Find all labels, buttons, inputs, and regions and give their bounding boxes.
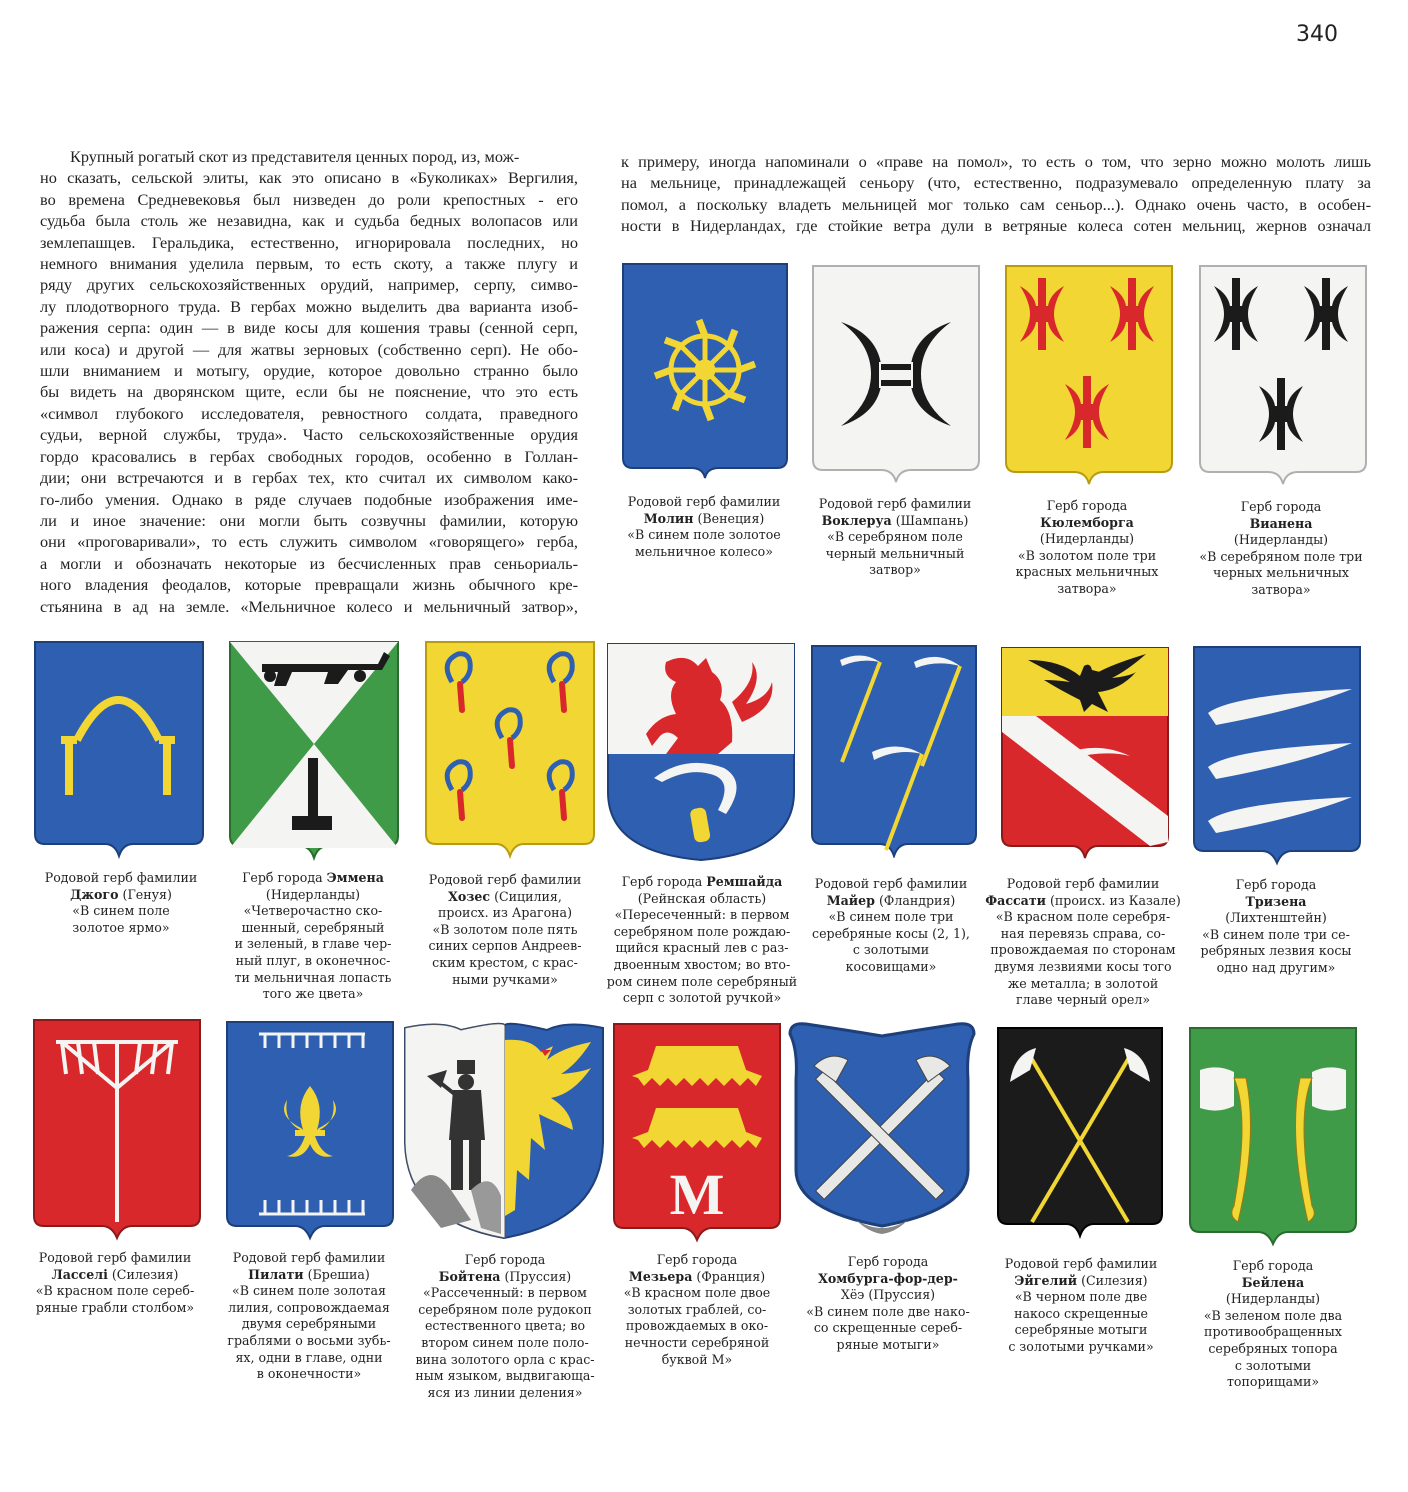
caption-pilati: Родовой герб фамилии Пилати (Брешиа) «В синем поле золотая лилия, сопровождаемая двумя серебряными граблями о восьми зубь- ях, одни в главе, одни в оконечности» <box>227 1250 391 1382</box>
text-line: во времена Средневековья был низведен до роли крепостных - его <box>40 189 578 209</box>
text-line: немного внимания уделила первым, то есть скоту, а также плугу и <box>40 254 578 274</box>
caption-mayer: Родовой герб фамилии Майер (Фландрия) «В синем поле три серебряные косы (2, 1), с золотыми косовищами» <box>812 876 970 974</box>
coat-of-arms-pilati <box>225 1020 395 1242</box>
coat-of-arms-fassati <box>1000 646 1170 860</box>
coat-of-arms-triesen <box>1192 645 1362 867</box>
text-line: ряду других сельскохозяйственных орудий, например, серпу, симво- <box>40 275 578 295</box>
text-line: гордо красовались в гербах свободных городов, особенно в Голлан- <box>40 446 578 466</box>
coat-of-arms-hozes <box>424 640 596 860</box>
coat-of-arms-voclerois <box>811 264 981 484</box>
caption-triesen: Герб города Тризена (Лихтенштейн) «В синем поле три се- ребряных лезвия косы одно над другим» <box>1200 877 1352 975</box>
coat-of-arms-emmen <box>228 640 400 862</box>
letter-m-icon: M <box>669 1162 725 1227</box>
caption-lasseli: Родовой герб фамилии Ласселi (Силезия) «В красном поле сереб- ряные грабли столбом» <box>35 1250 195 1315</box>
caption-fassati: Родовой герб фамилии Фассати (происх. из Казале) «В красном поле серебря- ная перевязь справа, со- провождаемая по сторонам двумя лезвиями косы того же металла; в золотой главе черный орел» <box>985 876 1181 1008</box>
text-line: го-либо умения. Однако в ряде случаев подобные изображения име- <box>40 489 578 509</box>
coat-of-arms-giogo <box>33 640 205 860</box>
caption-remscheid: Герб города Ремшайда (Рейнская область) «Пересеченный: в первом серебряном поле рождаю- щийся красный лев с раз- двоенным хвостом; во вто- ром синем поле серебряный серп с золотой ручкой» <box>606 874 798 1006</box>
left-column-text <box>40 146 578 617</box>
text-line: они «проговаривали», то есть служить символом «говорящего» герба, <box>40 532 578 552</box>
coat-of-arms-vianen <box>1198 264 1368 486</box>
text-line: Крупный рогатый скот из представителя ценных пород, из, мож- <box>70 147 520 166</box>
text-line: ли и иное значение: они могли быть созвучны фамилии, которую <box>40 510 578 530</box>
caption-emmen: Герб города Эммена (Нидерланды) «Четверочастно ско- шенный, серебряный и зеленый, в главе чер- ный плуг, в оконечнос- ти мельничная лопасть того же цвета» <box>234 870 392 1002</box>
caption-voclerois: Родовой герб фамилии Воклеруа (Шампань) «В серебряном поле черный мельничный затвор» <box>818 496 972 578</box>
caption-homburg: Герб города Хомбурга-фор-дер- Хёэ (Пруссия) «В синем поле две нако- со скрещенные сереб- ряные мотыги» <box>806 1254 970 1352</box>
coat-of-arms-beuthen <box>401 1020 607 1242</box>
coat-of-arms-molin <box>621 262 789 480</box>
text-line: «символ глубокого исследователя, ревностного солдата, праведного <box>40 403 578 423</box>
right-column-text <box>621 151 1371 237</box>
text-line: судьи, верной службы, труда». Часто сельскохозяйственные орудия <box>40 425 578 445</box>
text-line: или коса) и другой — для жатвы зерновых (собственно серп). Не обо- <box>40 339 578 359</box>
text-line: ного владения феодалов, которые превращали жизнь обычного кре- <box>40 575 578 595</box>
text-line: стьянина в ад на земле. «Мельничное колесо и мельничный затвор», <box>40 596 578 616</box>
caption-beuthen: Герб города Бойтена (Пруссия) «Рассеченный: в первом серебряном поле рудокоп естественного цвета; во втором синем поле поло- вина золотого орла с крас- ным языком, выдвигающа- яся из линии деления» <box>415 1252 595 1400</box>
caption-eigel: Родовой герб фамилии Эйгелий (Силезия) «В черном поле две накосо скрещенные серебряные мотыги с золотыми ручками» <box>1004 1256 1158 1354</box>
text-line: ности в Нидерландах, где стойкие ветра дули в ветряные колеса сотен мельниц, жернов означал <box>621 216 1371 236</box>
text-line: на мельнице, принадлежащей сеньору (что, естественно, подразумевало определенную плату за <box>621 173 1371 193</box>
text-line: к примеру, иногда напоминали о «праве на помол», то есть о том, что зерно можно молоть лишь <box>621 152 1371 171</box>
coat-of-arms-mayer <box>810 644 978 858</box>
text-line: помол, а поскольку владеть мельницей мог только сам сеньор...). Однако очень часто, в особен- <box>621 194 1371 214</box>
coat-of-arms-homburg <box>786 1020 978 1240</box>
text-line: дии; они встречаются и в гербах тех, кто считал их символом како- <box>40 468 578 488</box>
coat-of-arms-eigel <box>996 1026 1164 1240</box>
text-line: землепашцев. Геральдика, естественно, игнорировала последних, но <box>40 232 578 252</box>
caption-giogo: Родовой герб фамилии Джого (Генуя) «В синем поле золотое ярмо» <box>44 870 198 935</box>
caption-mezieres: Герб города Мезьера (Франция) «В красном поле двое золотых граблей, со- провождаемых в око- нечности серебряной буквой М» <box>623 1252 771 1367</box>
coat-of-arms-mezieres <box>612 1022 782 1244</box>
text-line: ражения серпа: один — в виде косы для кошения травы (сенной серп, <box>40 318 578 338</box>
coat-of-arms-beilen <box>1188 1026 1358 1248</box>
text-line: шли вниманием и мотыгу, орудие, которое довольно странно было <box>40 361 578 381</box>
text-line: но сказать, сельской элиты, как это описано в «Буколиках» Вергилия, <box>40 168 578 188</box>
text-line: а могли и обозначать некоторые из бесчисленных прав сеньориаль- <box>40 553 578 573</box>
coat-of-arms-lasseli <box>32 1018 202 1242</box>
coat-of-arms-culemborg <box>1004 264 1174 486</box>
caption-beilen: Герб города Бейлена (Нидерланды) «В зеленом поле два противообращенных серебряных топора с золотыми топорищами» <box>1203 1258 1343 1390</box>
caption-vianen: Герб города Вианена (Нидерланды) «В серебряном поле три черных мельничных затвора» <box>1199 499 1363 597</box>
caption-molin: Родовой герб фамилии Молин (Венеция) «В синем поле золотое мельничное колесо» <box>627 494 781 559</box>
text-line: лу плодотворного труда. В гербах можно выделить два варианта изоб- <box>40 296 578 316</box>
text-line: судьба была столь же незавидна, как и судьба бедных волопасов или <box>40 211 578 231</box>
text-line: бы видеть на дворянском щите, если бы не пояснение, что это есть <box>40 382 578 402</box>
caption-hozes: Родовой герб фамилии Хозес (Сицилия, происх. из Арагона) «В золотом поле пять синих серпов Андреев- ским крестом, с крас- ными ручками» <box>428 872 582 987</box>
coat-of-arms-remscheid <box>606 642 796 864</box>
caption-culemborg: Герб города Кюлемборга (Нидерланды) «В золотом поле три красных мельничных затвора» <box>1015 498 1159 596</box>
page-number: 340 <box>1296 22 1338 47</box>
